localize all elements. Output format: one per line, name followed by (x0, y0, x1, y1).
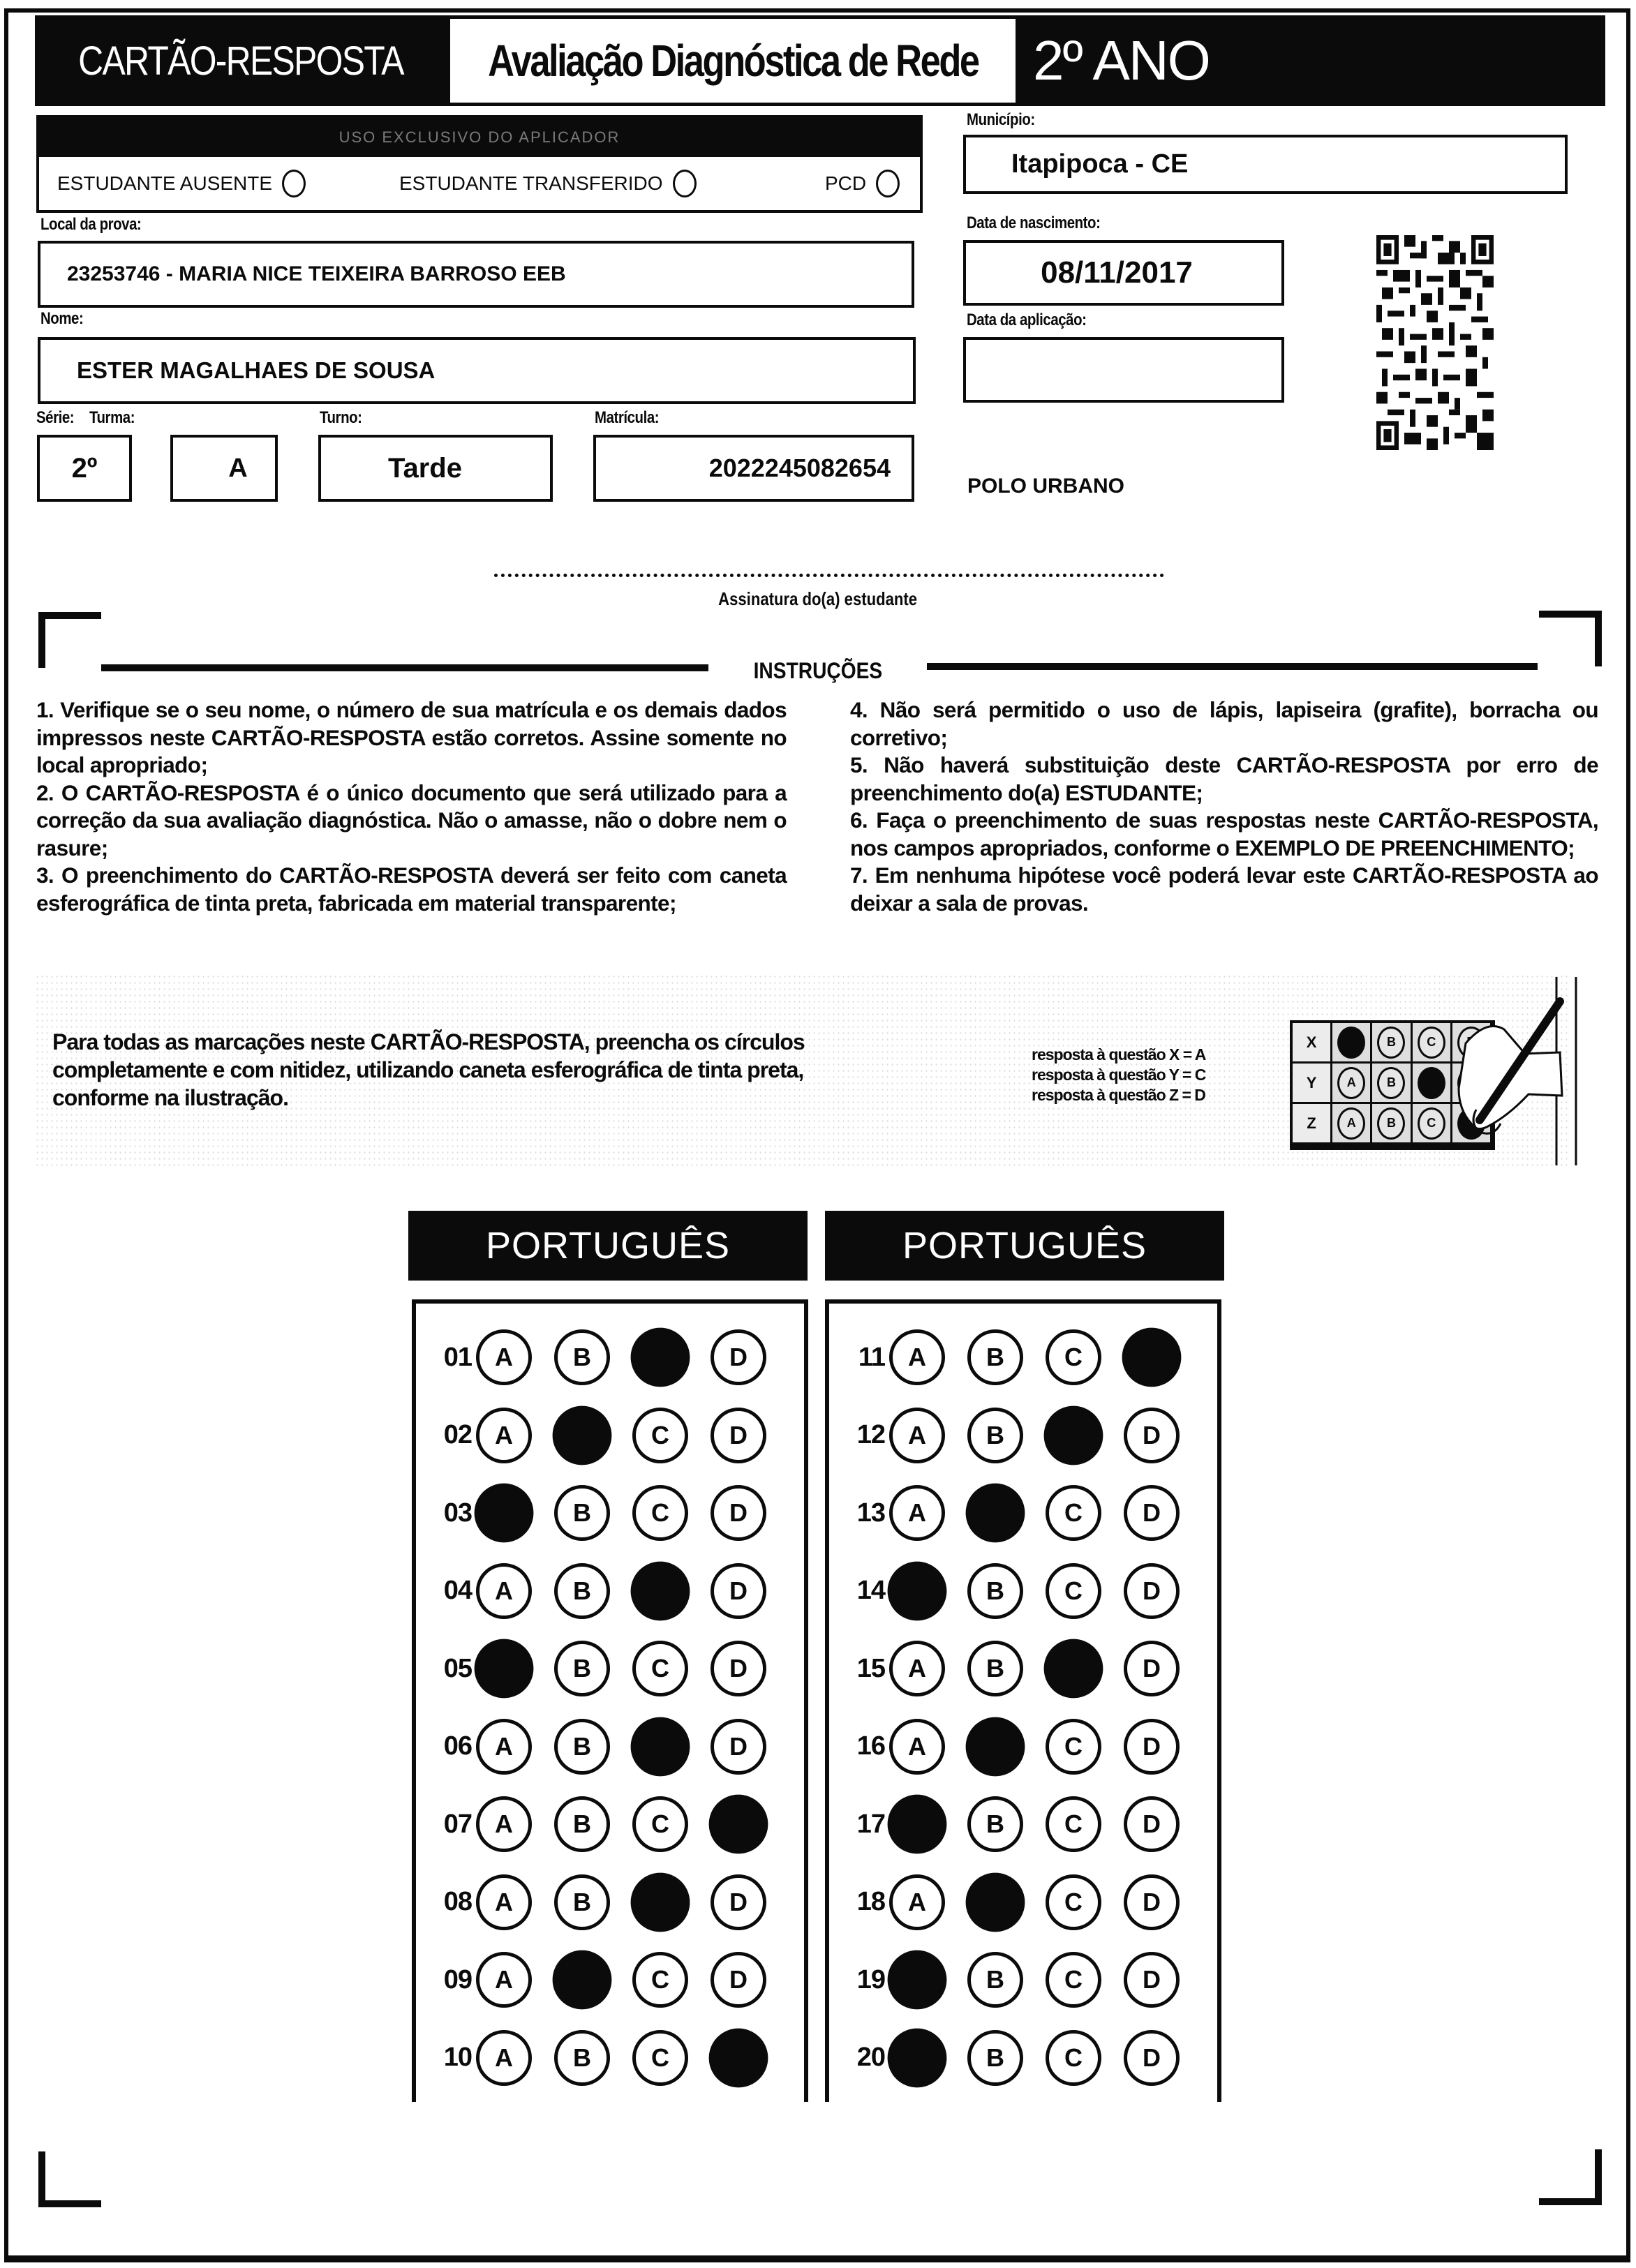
answer-bubble-c[interactable]: C (632, 1641, 688, 1696)
answer-bubble-a[interactable]: A (889, 1485, 945, 1541)
question-row (416, 1715, 789, 1778)
corner-mark-bottom-left (38, 2200, 101, 2207)
answer-bubble-a[interactable] (888, 2028, 947, 2087)
answer-bubble-a[interactable]: A (889, 1329, 945, 1385)
answer-bubble-d[interactable]: D (711, 1485, 766, 1541)
instructions-title: INSTRUÇÕES (753, 658, 883, 683)
example-bubble-xa (1337, 1027, 1365, 1059)
question-number: 19 (856, 1964, 885, 1994)
answer-bubble-b[interactable]: B (554, 1329, 610, 1385)
question-number: 12 (856, 1420, 885, 1449)
answer-bubble-a[interactable] (888, 1950, 947, 2010)
answer-bubble-a[interactable]: A (476, 2030, 532, 2086)
answer-bubble-d[interactable] (709, 2028, 768, 2087)
question-number: 13 (856, 1498, 885, 1528)
answer-bubble-d[interactable]: D (1124, 1408, 1180, 1463)
question-number: 01 (443, 1342, 472, 1372)
answer-bubble-b[interactable]: B (967, 1641, 1023, 1696)
question-number: 20 (856, 2043, 885, 2072)
instruction-2: 2. O CARTÃO-RESPOSTA é o único documento que será utilizado para a correção da sua avaliação diagnóstica. Não o amasse, não o dobre nem o rasure; (36, 779, 787, 860)
answer-bubble-a[interactable]: A (476, 1796, 532, 1852)
example-bubble-ya: A (1337, 1067, 1365, 1099)
qr-code-icon (1376, 235, 1494, 450)
card-type-label: CARTÃO-RESPOSTA (78, 38, 403, 84)
answer-bubble-b[interactable]: B (554, 2030, 610, 2086)
answer-bubble-b[interactable] (966, 1872, 1025, 1932)
answer-bubble-c[interactable]: C (632, 1408, 688, 1463)
answer-bubble-d[interactable]: D (711, 1874, 766, 1930)
corner-mark-bottom-right-v (1595, 2149, 1602, 2205)
corner-mark-top-right (1539, 611, 1602, 618)
answer-bubble-b[interactable]: B (967, 1329, 1023, 1385)
answer-bubble-d[interactable]: D (711, 1641, 766, 1696)
local-prova-field: 23253746 - MARIA NICE TEIXEIRA BARROSO EEB (38, 241, 914, 308)
answer-bubble-b[interactable] (553, 1405, 612, 1465)
answer-bubble-d[interactable]: D (1124, 1796, 1180, 1852)
answer-bubble-b[interactable] (966, 1484, 1025, 1543)
data-aplicacao-field[interactable] (963, 337, 1284, 403)
question-row (829, 1793, 1202, 1856)
question-row (416, 1637, 789, 1700)
answer-bubble-c[interactable] (1044, 1639, 1103, 1699)
turno-field: Tarde (318, 435, 553, 502)
answer-bubble-b[interactable]: B (554, 1641, 610, 1696)
answer-bubble-a[interactable]: A (889, 1719, 945, 1775)
matricula-field: 2022245082654 (593, 435, 914, 502)
answer-bubble-b[interactable]: B (967, 2030, 1023, 2086)
answer-bubble-c[interactable]: C (632, 2030, 688, 2086)
question-row (829, 1637, 1202, 1700)
answer-bubble-a[interactable] (475, 1639, 534, 1699)
answer-bubble-b[interactable]: B (554, 1796, 610, 1852)
data-aplicacao-label: Data da aplicação: (967, 311, 1087, 329)
example-instruction-text: Para todas as marcações neste CARTÃO-RESPOSTA, preencha os círculos completamente e com nitidez, utilizando caneta esferográfica de tinta preta, conforme na ilustração. (52, 1029, 805, 1110)
signature-line[interactable] (494, 574, 1164, 577)
answer-bubble-c[interactable] (631, 1872, 690, 1932)
answer-bubble-a[interactable]: A (476, 1408, 532, 1463)
option-estudante-transferido[interactable]: ESTUDANTE TRANSFERIDO (399, 170, 825, 197)
answer-bubble-b[interactable]: B (554, 1719, 610, 1775)
header-banner (35, 15, 1605, 106)
answer-bubble-b[interactable]: B (554, 1485, 610, 1541)
option-estudante-ausente[interactable]: ESTUDANTE AUSENTE (57, 170, 399, 197)
answer-bubble-c[interactable]: C (632, 1485, 688, 1541)
example-bubble-yb: B (1377, 1067, 1405, 1099)
question-row (416, 2027, 789, 2089)
question-row (829, 1948, 1202, 2011)
turno-label: Turno: (320, 408, 362, 427)
answer-bubble-c[interactable] (631, 1328, 690, 1387)
answer-bubble-d[interactable]: D (1124, 1719, 1180, 1775)
question-row (829, 1404, 1202, 1467)
answer-bubble-c[interactable]: C (1046, 2030, 1101, 2086)
answer-bubble-d[interactable]: D (1124, 1563, 1180, 1619)
answer-bubble-a[interactable]: A (476, 1952, 532, 2008)
nome-field: ESTER MAGALHAES DE SOUSA (38, 337, 916, 404)
question-number: 04 (443, 1576, 472, 1605)
question-row (416, 1326, 789, 1389)
local-prova-label: Local da prova: (40, 215, 142, 234)
answer-bubble-c[interactable]: C (1046, 1485, 1101, 1541)
question-number: 09 (443, 1964, 472, 1994)
question-row (829, 1482, 1202, 1544)
exam-title: Avaliação Diagnóstica de Rede (450, 19, 1016, 103)
answer-block-1 (412, 1299, 808, 2102)
question-row (829, 1871, 1202, 1934)
example-bubble-za: A (1337, 1107, 1365, 1140)
example-grid: X B C Y A B Z A B C (1290, 1020, 1495, 1150)
applicator-heading: USO EXCLUSIVO DO APLICADOR (39, 118, 920, 157)
question-row (416, 1560, 789, 1622)
answer-bubble-c[interactable]: C (1046, 1719, 1101, 1775)
answer-block-2 (825, 1299, 1221, 2102)
answer-bubble-a[interactable] (888, 1561, 947, 1620)
question-number: 05 (443, 1653, 472, 1683)
example-bubble-xc: C (1418, 1027, 1445, 1059)
question-number: 08 (443, 1887, 472, 1916)
answer-bubble-d[interactable]: D (711, 1329, 766, 1385)
answer-bubble-c[interactable]: C (632, 1796, 688, 1852)
question-row (416, 1482, 789, 1544)
turma-label: Turma: (89, 408, 135, 427)
serie-label: Série: (36, 408, 75, 427)
answer-bubble-c[interactable]: C (632, 1952, 688, 2008)
answer-bubble-c[interactable]: C (1046, 1563, 1101, 1619)
question-row (829, 1560, 1202, 1622)
answer-bubble-a[interactable]: A (476, 1563, 532, 1619)
question-number: 06 (443, 1731, 472, 1761)
hand-pen-illustration-icon (1438, 977, 1605, 1165)
answer-bubble-c[interactable]: C (1046, 1329, 1101, 1385)
question-row (416, 1871, 789, 1934)
answer-bubble-c[interactable]: C (1046, 1874, 1101, 1930)
answer-bubble-d[interactable]: D (711, 1563, 766, 1619)
answer-bubble-c[interactable] (631, 1717, 690, 1776)
instructions-left-column (36, 696, 787, 917)
answer-bubble-c[interactable]: C (1046, 1952, 1101, 2008)
answer-bubble-a[interactable] (888, 1795, 947, 1854)
answer-bubble-c[interactable]: C (1046, 1796, 1101, 1852)
corner-mark-bottom-right (1539, 2198, 1602, 2205)
answer-bubble-b[interactable]: B (554, 1874, 610, 1930)
example-bubble-zb: B (1377, 1107, 1405, 1140)
question-row (829, 2027, 1202, 2089)
answer-bubble-d[interactable]: D (1124, 2030, 1180, 2086)
polo-label: POLO URBANO (967, 475, 1124, 498)
answer-bubble-a[interactable]: A (889, 1408, 945, 1463)
instruction-1: 1. Verifique se o seu nome, o número de sua matrícula e os demais dados impressos neste CARTÃO-RESPOSTA estão corretos. Assine somente no local apropriado; (36, 697, 787, 777)
example-responses: resposta à questão X = A resposta à questão Y = C resposta à questão Z = D (1032, 1045, 1206, 1104)
question-number: 16 (856, 1731, 885, 1761)
corner-mark-bottom-left-v (38, 2151, 45, 2207)
instruction-7: 7. Em nenhuma hipótese você poderá levar este CARTÃO-RESPOSTA ao deixar a sala de provas. (850, 863, 1598, 916)
answer-bubble-c[interactable] (631, 1561, 690, 1620)
answer-bubble-a[interactable]: A (476, 1874, 532, 1930)
grade-label: 2º ANO (1033, 29, 1210, 91)
answer-bubble-d[interactable]: D (1124, 1952, 1180, 2008)
serie-field: 2º (37, 435, 132, 502)
signature-label: Assinatura do(a) estudante (718, 588, 918, 609)
answer-bubble-d[interactable]: D (711, 1719, 766, 1775)
answer-bubble-d[interactable]: D (1124, 1874, 1180, 1930)
question-number: 18 (856, 1887, 885, 1916)
question-number: 07 (443, 1809, 472, 1839)
answer-bubble-a[interactable]: A (889, 1641, 945, 1696)
nome-label: Nome: (40, 309, 84, 328)
question-row (416, 1404, 789, 1467)
answer-bubble-b[interactable] (553, 1950, 612, 2010)
answer-bubble-a[interactable] (475, 1484, 534, 1543)
municipio-label: Município: (967, 110, 1035, 129)
option-pcd[interactable]: PCD (825, 170, 900, 197)
question-number: 02 (443, 1420, 472, 1449)
example-bubble-xb: B (1377, 1027, 1405, 1059)
radio-transferido[interactable] (673, 170, 697, 197)
data-nascimento-field: 08/11/2017 (963, 240, 1284, 306)
answer-bubble-b[interactable]: B (967, 1952, 1023, 2008)
instructions-right-column (850, 696, 1598, 917)
answer-bubble-b[interactable]: B (967, 1796, 1023, 1852)
answer-bubble-a[interactable]: A (889, 1874, 945, 1930)
answer-bubble-d[interactable] (709, 1795, 768, 1854)
example-bubble-zc: C (1418, 1107, 1445, 1140)
question-row (829, 1326, 1202, 1389)
answer-bubble-a[interactable]: A (476, 1329, 532, 1385)
question-number: 11 (858, 1342, 885, 1372)
answer-bubble-d[interactable]: D (711, 1952, 766, 2008)
instruction-4: 4. Não será permitido o uso de lápis, lapiseira (grafite), borracha ou corretivo; (850, 697, 1598, 750)
answer-bubble-a[interactable]: A (476, 1719, 532, 1775)
answer-bubble-b[interactable]: B (554, 1563, 610, 1619)
question-number: 10 (443, 2043, 472, 2072)
question-number: 17 (856, 1809, 885, 1839)
instruction-3: 3. O preenchimento do CARTÃO-RESPOSTA deverá ser feito com caneta esferográfica de tinta preta, fabricada em material transparente; (36, 863, 787, 916)
instruction-6: 6. Faça o preenchimento de suas respostas neste CARTÃO-RESPOSTA, nos campos apropriados, conforme o EXEMPLO DE PREENCHIMENTO; (850, 807, 1598, 860)
answer-bubble-d[interactable]: D (1124, 1485, 1180, 1541)
matricula-label: Matrícula: (595, 408, 660, 427)
turma-field: A (170, 435, 278, 502)
question-row (829, 1715, 1202, 1778)
question-number: 14 (856, 1576, 885, 1605)
section-header-portugues-2: PORTUGUÊS (825, 1211, 1224, 1281)
question-row (416, 1793, 789, 1856)
applicator-section (36, 115, 923, 213)
question-number: 15 (856, 1653, 885, 1683)
instruction-5: 5. Não haverá substituição deste CARTÃO-RESPOSTA por erro de preenchimento do(a) ESTUDANTE; (850, 752, 1598, 805)
question-row (416, 1948, 789, 2011)
radio-pcd[interactable] (876, 170, 900, 197)
answer-bubble-d[interactable] (1122, 1328, 1182, 1387)
answer-bubble-c[interactable] (1044, 1405, 1103, 1465)
answer-bubble-b[interactable]: B (967, 1408, 1023, 1463)
question-number: 03 (443, 1498, 472, 1528)
answer-bubble-d[interactable]: D (711, 1408, 766, 1463)
radio-ausente[interactable] (282, 170, 306, 197)
answer-bubble-b[interactable]: B (967, 1563, 1023, 1619)
corner-mark-top-left (38, 612, 101, 619)
data-nascimento-label: Data de nascimento: (967, 214, 1101, 232)
answer-bubble-b[interactable] (966, 1717, 1025, 1776)
municipio-field: Itapipoca - CE (963, 135, 1568, 194)
answer-bubble-d[interactable]: D (1124, 1641, 1180, 1696)
section-header-portugues-1: PORTUGUÊS (408, 1211, 808, 1281)
